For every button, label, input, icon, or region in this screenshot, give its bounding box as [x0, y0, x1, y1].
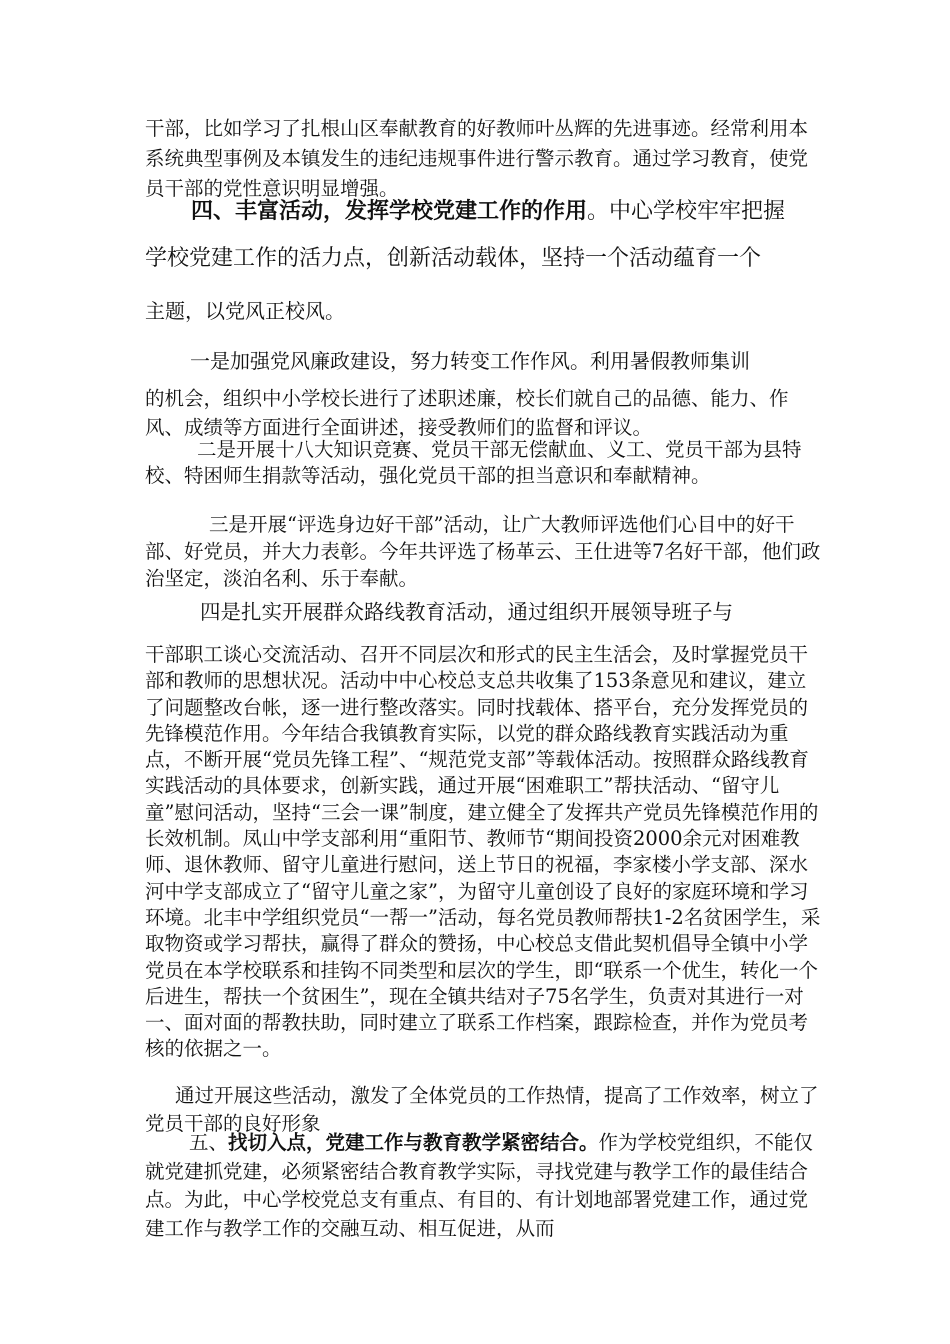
- activity-3-paragraph: 三是开展“评选身边好干部”活动，让广大教师评选他们心目中的好干部、好党员，并大力表彰。今年共评选了杨革云、王仕进等7名好干部，他们政治坚定，淡泊名利、乐于奉献。: [145, 513, 821, 590]
- section-4-heading: 四、丰富活动，发挥学校党建工作的作用: [191, 198, 588, 224]
- paragraph-party-education: 干部，比如学习了扎根山区奉献教育的好教师叶丛辉的先进事迹。经常利用本系统典型事例及本镇发生的违纪违规事件进行警示教育。通过学习教育，使党员干部的党性意识明显增强。: [145, 117, 809, 200]
- section-4-heading-line: [191, 196, 831, 227]
- activity-1-body: 的机会，组织中小学校长进行了述职述廉，校长们就自己的品德、能力、作风、成绩等方面进行全面讲述，接受教师们的监督和评议。: [145, 387, 789, 439]
- activity-2-paragraph: 二是开展十八大知识竞赛、党员干部无偿献血、义工、党员干部为县特校、特困师生捐款等活动，强化党员干部的担当意识和奉献精神。: [145, 438, 802, 487]
- section-5-paragraph: [145, 1129, 825, 1243]
- section-4-intro-line-3: 主题，以党风正校风。: [145, 299, 345, 323]
- section-4-intro-line-2: 学校党建工作的活力点，创新活动载体，坚持一个活动蕴育一个: [145, 246, 762, 271]
- activity-4-first-line: 四是扎实开展群众路线教育活动，通过组织开展领导班子与: [200, 600, 733, 624]
- section-5-heading: 找切入点，党建工作与教育教学紧密结合。: [228, 1131, 599, 1154]
- section-5-label: 五、: [189, 1131, 229, 1154]
- activity-4-body: 干部职工谈心交流活动、召开不同层次和形式的民主生活会，及时掌握党员干部和教师的思想状况。活动中中心校总支总共收集了153条意见和建议，建立了问题整改台帐，逐一进行整改落实。同时找载体、搭平台，充分发挥党员的先锋模范作用。今年结合我镇教育实际，以党的群众路线教育实践活动为重点，不断开展“党员先锋工程”、“规范党支部”等载体活动。按照群众路线教育实践活动的具体要求，创新实践，通过开展“困难职工”帮扶活动、“留守儿童”慰问活动，坚持“三会一课”制度，建立健全了发挥共产党员先锋模范作用的长效机制。凤山中学支部利用“重阳节、教师节“期间投资2000余元对困难教师、退休教师、留守儿童进行慰问，送上节日的祝福，李家楼小学支部、深水河中学支部成立了“留守儿童之家”，为留守儿童创设了良好的家庭环境和学习环境。北丰中学组织党员“一帮一”活动，每名党员教师帮扶1-2名贫困学生，采取物资或学习帮扶，赢得了群众的赞扬，中心校总支借此契机倡导全镇中小学党员在本学校联系和挂钩不同类型和层次的学生，即“联系一个优生，转化一个后进生，帮扶一个贫困生”，现在全镇共结对子75名学生，负责对其进行一对一、面对面的帮教扶助，同时建立了联系工作档案，跟踪检查，并作为党员考核的依据之一。: [145, 643, 821, 1061]
- section-4-intro-start: 。中心学校牢牢把握: [587, 199, 786, 224]
- section-5-body: 作为学校党组织，不能仅就党建抓党建，必须紧密结合教育教学实际，寻找党建与教学工作的最佳结合点。为此，中心学校党总支有重点、有目的、有计划地部署党建工作，通过党建工作与教学工作的交融互动、相互促进，从而: [145, 1131, 814, 1240]
- activity-1-first-line: 一是加强党风廉政建设，努力转变工作作风。利用暑假教师集训: [190, 349, 750, 373]
- activities-conclusion: 通过开展这些活动，激发了全体党员的工作热情，提高了工作效率，树立了党员干部的良好形象: [145, 1084, 819, 1135]
